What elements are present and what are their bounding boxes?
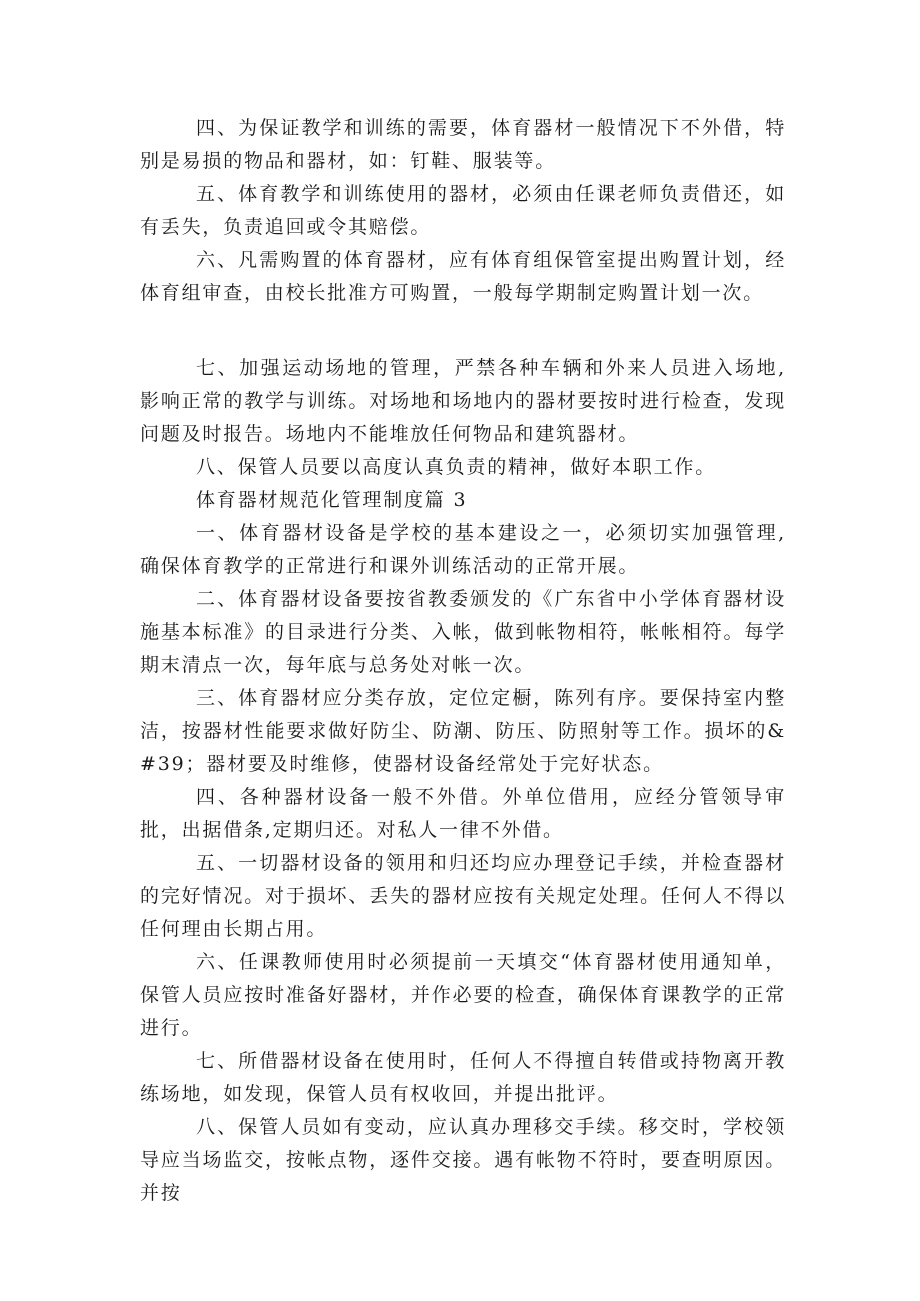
- section-paragraph-8: 八、保管人员如有变动，应认真办理移交手续。移交时，学校领导应当场监交，按帐点物，逐件交接。遇有帐物不符时，要查明原因。并按: [140, 1116, 786, 1204]
- section-paragraph-6: 六、任课教师使用时必须提前一天填交“体育器材使用通知单，保管人员应按时准备好器材，并作必要的检查，确保体育课教学的正常进行。: [140, 951, 786, 1039]
- section-paragraph-1: 一、体育器材设备是学校的基本建设之一，必须切实加强管理,确保体育教学的正常进行和课外训练活动的正常开展。: [140, 522, 786, 577]
- section-heading: 体育器材规范化管理制度篇 3: [196, 489, 468, 511]
- paragraph-rule-4: 四、为保证教学和训练的需要，体育器材一般情况下不外借，特别是易损的物品和器材，如：钉鞋、服装等。: [140, 117, 786, 172]
- section-paragraph-7: 七、所借器材设备在使用时，任何人不得擅自转借或持物离开教练场地，如发现，保管人员有权收回，并提出批评。: [140, 1050, 786, 1105]
- paragraph-rule-8: 八、保管人员要以高度认真负责的精神，做好本职工作。: [196, 456, 717, 478]
- paragraph-gap: [140, 310, 786, 352]
- paragraph-rule-5: 五、体育教学和训练使用的器材，必须由任课老师负责借还，如有丢失，负责追回或令其赔偿。: [140, 183, 786, 238]
- paragraph-rule-7: 七、加强运动场地的管理，严禁各种车辆和外来人员进入场地,影响正常的教学与训练。对场地和场地内的器材要按时进行检查，发现问题及时报告。场地内不能堆放任何物品和建筑器材。: [140, 357, 786, 445]
- paragraph-rule-6: 六、凡需购置的体育器材，应有体育组保管室提出购置计划，经体育组审查，由校长批准方可购置，一般每学期制定购置计划一次。: [140, 249, 786, 304]
- section-paragraph-4: 四、各种器材设备一般不外借。外单位借用，应经分管领导审批，出据借条,定期归还。对私人一律不外借。: [140, 786, 786, 841]
- document-body: [140, 112, 786, 1210]
- section-paragraph-5: 五、一切器材设备的领用和归还均应办理登记手续，并检查器材的完好情况。对于损坏、丢失的器材应按有关规定处理。任何人不得以任何理由长期占用。: [140, 852, 786, 940]
- section-paragraph-2: 二、体育器材设备要按省教委颁发的《广东省中小学体育器材设施基本标准》的目录进行分类、入帐，做到帐物相符，帐帐相符。每学期末清点一次，每年底与总务处对帐一次。: [140, 588, 786, 676]
- section-paragraph-3: 三、体育器材应分类存放，定位定橱，陈列有序。要保持室内整洁，按器材性能要求做好防尘、防潮、防压、防照射等工作。损坏的&#39；器材要及时维修，使器材设备经常处于完好状态。: [140, 687, 786, 775]
